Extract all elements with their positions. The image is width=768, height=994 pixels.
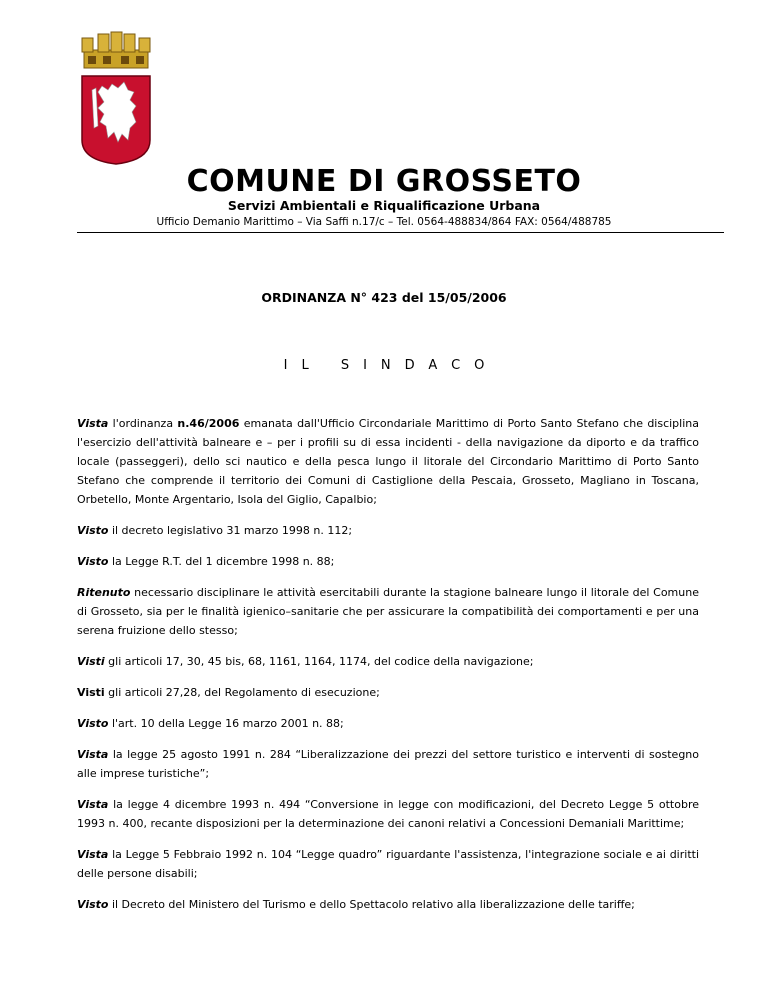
page-title: COMUNE DI GROSSETO <box>186 164 582 199</box>
paragraph-text: gli articoli 17, 30, 45 bis, 68, 1161, 1164, 1174, del codice della navigazione; <box>104 655 534 668</box>
paragraph <box>77 895 699 914</box>
coat-of-arms-logo <box>78 30 154 165</box>
paragraph-keyword: Visto <box>77 898 109 911</box>
paragraph <box>77 683 699 702</box>
paragraph <box>77 414 699 509</box>
paragraph-text: la Legge 5 Febbraio 1992 n. 104 “Legge quadro” riguardante l'assistenza, l'integrazione sociale e ai diritti delle persone disabili; <box>77 848 699 880</box>
paragraph-keyword: Vista <box>77 748 109 761</box>
paragraph <box>77 795 699 833</box>
paragraph-text: emanata dall'Ufficio Circondariale Marittimo di Porto Santo Stefano che disciplina l'esercizio dell'attività balneare e – per i profili su di essa incidenti - della navigazione da diporto e da traffico locale (passeggeri), dello sci nautico e della pesca lungo il litorale del Circondario Marittimo di Porto Santo Stefano che comprende il territorio dei Comuni di Castiglione della Pescaia, Grosseto, Magliano in Toscana, Orbetello, Monte Argentario, Isola del Giglio, Capalbio; <box>77 417 699 506</box>
paragraph-text: la legge 4 dicembre 1993 n. 494 “Conversione in legge con modificazioni, del Decreto Legge 5 ottobre 1993 n. 400, recante disposizioni per la determinazione dei canoni relativi a Concessioni Demaniali Marittime; <box>77 798 699 830</box>
header-divider <box>77 232 724 233</box>
paragraph-keyword: Vista <box>77 848 109 861</box>
paragraph-text: necessario disciplinare le attività esercitabili durante la stagione balneare lungo il litorale del Comune di Grosseto, sia per le finalità igienico–sanitarie che per assicurare la compatibilità dei comportamenti e per una serena fruizione dello stesso; <box>77 586 699 637</box>
paragraph-keyword: Visto <box>77 717 109 730</box>
paragraph-text: l'ordinanza <box>108 417 178 430</box>
office-address: Ufficio Demanio Marittimo – Via Saffi n.17/c – Tel. 0564-488834/864 FAX: 0564/488785 <box>156 216 612 228</box>
section-heading: IL SINDACO <box>283 358 499 373</box>
paragraph <box>77 652 699 671</box>
paragraph-keyword: Ritenuto <box>77 586 131 599</box>
paragraph-keyword: Visto <box>77 555 109 568</box>
ordinance-reference: n.46/2006 <box>177 417 240 430</box>
paragraph-text: gli articoli 27,28, del Regolamento di esecuzione; <box>104 686 380 699</box>
paragraph-keyword: Visti <box>77 655 105 668</box>
paragraph <box>77 845 699 883</box>
paragraph <box>77 521 699 540</box>
paragraph-text: la Legge R.T. del 1 dicembre 1998 n. 88; <box>108 555 335 568</box>
department-subtitle: Servizi Ambientali e Riqualificazione Urbana <box>227 198 541 213</box>
paragraph-keyword: Visti <box>77 686 105 699</box>
paragraph-keyword: Visto <box>77 524 109 537</box>
paragraph <box>77 583 699 640</box>
paragraph <box>77 714 699 733</box>
document-body <box>77 414 699 926</box>
paragraph <box>77 745 699 783</box>
paragraph-keyword: Vista <box>77 417 109 430</box>
ordinance-number: ORDINANZA N° 423 del 15/05/2006 <box>261 290 507 305</box>
paragraph <box>77 552 699 571</box>
paragraph-text: il Decreto del Ministero del Turismo e dello Spettacolo relativo alla liberalizzazione delle tariffe; <box>108 898 635 911</box>
paragraph-keyword: Vista <box>77 798 109 811</box>
paragraph-text: l'art. 10 della Legge 16 marzo 2001 n. 88; <box>108 717 344 730</box>
paragraph-text: il decreto legislativo 31 marzo 1998 n. 112; <box>108 524 353 537</box>
paragraph-text: la legge 25 agosto 1991 n. 284 “Liberalizzazione dei prezzi del settore turistico e interventi di sostegno alle imprese turistiche”; <box>77 748 699 780</box>
crown-icon <box>82 32 150 68</box>
